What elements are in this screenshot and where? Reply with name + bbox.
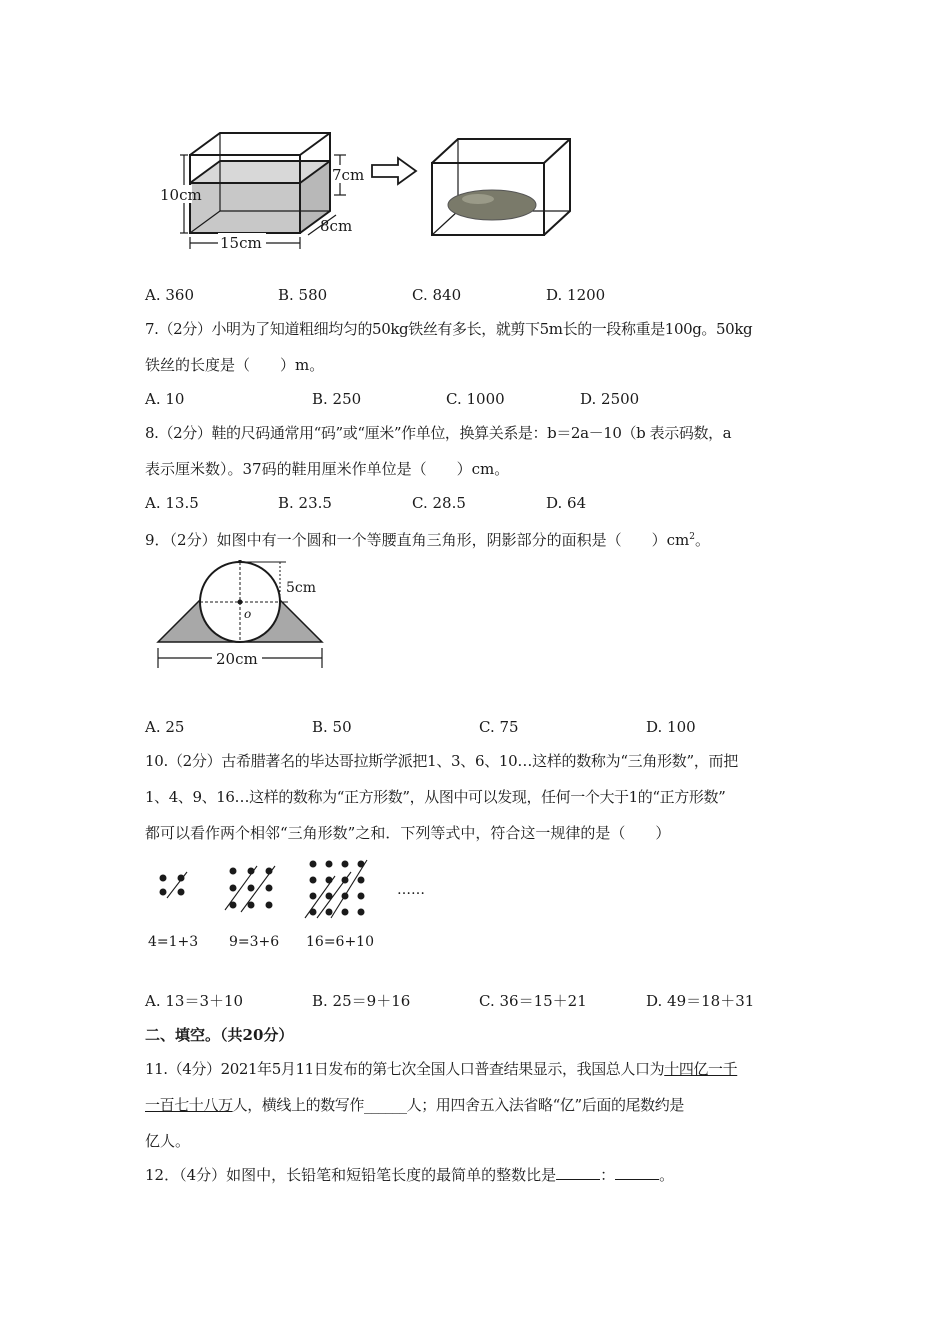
q12-line1-end: 。 [659,1166,675,1184]
q12-line1-text: 12．（4分）如图中，长铅笔和短铅笔长度的最简单的整数比是 [145,1166,557,1184]
center-label: o [244,607,252,621]
q9-unit-sup: 2 [689,532,695,542]
q7-option-c: C. 1000 [446,390,505,408]
q7-option-b: B. 250 [312,390,362,408]
q12-ratio-sep: ： [600,1166,616,1184]
q9-option-a: A. 25 [145,718,185,736]
fig-label-4: 4=1+3 [148,934,199,950]
q8-option-d: D. 64 [546,494,587,512]
q8-option-b: B. 23.5 [278,494,332,512]
tank-water-label: 7cm [332,166,365,184]
tank-width-label: 15cm [220,234,262,252]
section2-title: 二、填空。（共20分） [145,1026,294,1044]
potato-shape [448,190,536,220]
q6-option-b: B. 580 [278,286,328,304]
q10-line2: 1、4、9、16…这样的数称为“正方形数”，从图中可以发现，任何一个大于1的“正方形数” [145,788,726,806]
q9-option-d: D. 100 [646,718,696,736]
ellipsis: …… [397,882,425,898]
q7-option-d: D. 2500 [580,390,640,408]
q8-line2: 表示厘米数）。37码的鞋用厘米作单位是（ ）cm。 [145,460,510,478]
q9-option-c: C. 75 [479,718,519,736]
q11-line1-text: 11.（4分）2021年5月11日发布的第七次全国人口普查结果显示，我国总人口为 [145,1060,665,1078]
q11-line3: 亿人。 [145,1132,191,1150]
tank-figure [160,125,580,255]
q11-line1 [145,1059,737,1079]
q6-option-c: C. 840 [412,286,462,304]
fig-label-16: 16=6+10 [306,934,374,950]
q9-line1-text: 9．（2分）如图中有一个圆和一个等腰直角三角形，阴影部分的面积是（ ）cm [145,531,690,549]
q10-line1: 10.（2分）古希腊著名的毕达哥拉斯学派把1、3、6、10…这样的数称为“三角形数”，而把 [145,752,738,770]
q6-option-d: D. 1200 [546,286,606,304]
q9-line1-end: 。 [694,531,710,549]
q9-line1 [145,527,710,550]
q12-line1 [145,1165,674,1185]
q7-line2: 铁丝的长度是（ ）m。 [145,356,325,374]
q10-option-a: A. 13＝3＋10 [145,992,244,1010]
q6-option-a: A. 360 [145,286,194,304]
fig-label-9: 9=3+6 [229,934,280,950]
q12-blank-1[interactable] [556,1165,600,1180]
square-numbers-figure [145,858,445,950]
tank-depth-label: 8cm [320,217,353,235]
q9-option-b: B. 50 [312,718,352,736]
q12-blank-2[interactable] [615,1165,659,1180]
q11-line2-text: 人，横线上的数写作______人；用四舍五入法省略“亿”后面的尾数约是 [232,1096,684,1114]
tank-height-label: 10cm [160,186,202,204]
q10-line3: 都可以看作两个相邻“三角形数”之和．下列等式中，符合这一规律的是（ ） [145,824,671,842]
q7-option-a: A. 10 [145,390,185,408]
radius-label: 5cm [286,580,317,596]
q8-line1: 8.（2分）鞋的尺码通常用“码”或“厘米”作单位，换算关系是：b＝2a－10（b 表示码数，a [145,424,732,442]
q8-option-c: C. 28.5 [412,494,466,512]
q10-option-b: B. 25＝9＋16 [312,992,411,1010]
q8-option-a: A. 13.5 [145,494,199,512]
q11-line2 [145,1095,684,1115]
base-label: 20cm [216,650,258,668]
q11-population-words-1: 十四亿一千 [664,1060,738,1078]
q10-option-c: C. 36＝15＋21 [479,992,587,1010]
q11-population-words-2: 一百七十八万 [145,1096,233,1114]
q7-line1: 7.（2分）小明为了知道粗细均匀的50kg铁丝有多长，就剪下5m长的一段称重是100g。50kg [145,320,753,338]
circle-triangle-figure [152,560,332,672]
q10-option-d: D. 49＝18＋31 [646,992,755,1010]
